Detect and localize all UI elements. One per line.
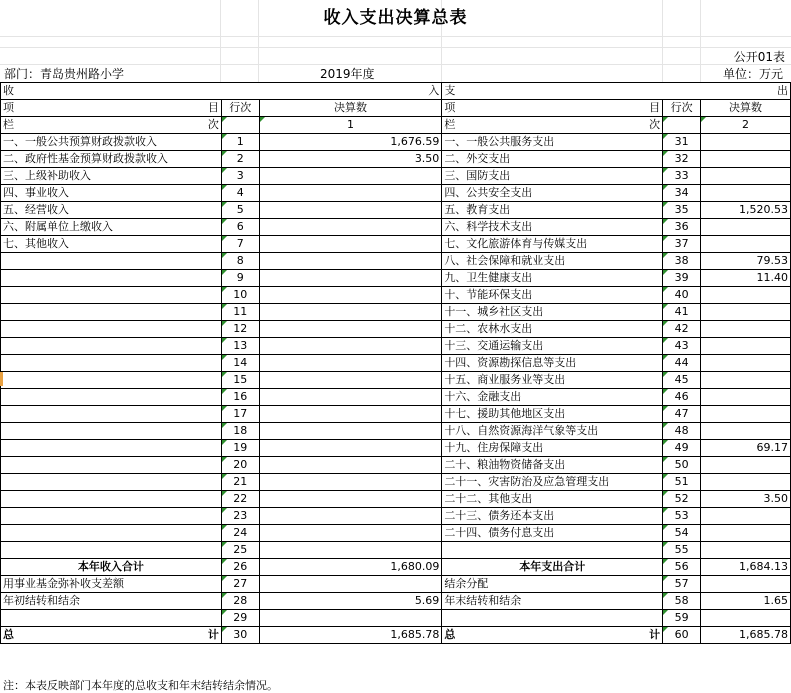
data-rows (1, 134, 791, 559)
expense-header (442, 83, 791, 100)
table-row (1, 372, 791, 389)
unit-label: 单位：万元 (722, 67, 783, 81)
table-row (1, 542, 791, 559)
row-number: 26 (221, 559, 259, 576)
expense-amount (701, 406, 791, 423)
income-item (1, 389, 222, 406)
income-item: 五、经营收入 (1, 202, 222, 219)
expense-item: 十六、金融支出 (442, 389, 663, 406)
expense-amount (701, 576, 791, 593)
table-row (1, 338, 791, 355)
row-number: 9 (221, 270, 259, 287)
expense-item: 一、一般公共服务支出 (442, 134, 663, 151)
table-row (1, 321, 791, 338)
expense-item: 四、公共安全支出 (442, 185, 663, 202)
row-number: 7 (221, 236, 259, 253)
row-number: 34 (663, 185, 701, 202)
row-number: 32 (663, 151, 701, 168)
expense-amount: 1,520.53 (701, 202, 791, 219)
row-number: 49 (663, 440, 701, 457)
income-item (1, 338, 222, 355)
total-row (1, 559, 791, 576)
income-amount (259, 338, 442, 355)
table-row (1, 389, 791, 406)
expense-item: 五、教育支出 (442, 202, 663, 219)
expense-item: 二十三、债务还本支出 (442, 508, 663, 525)
header-row-column (1, 117, 791, 134)
row-number: 51 (663, 474, 701, 491)
income-amount (259, 287, 442, 304)
income-item (1, 253, 222, 270)
row-number: 55 (663, 542, 701, 559)
row-number: 33 (663, 168, 701, 185)
footnote: 注：本表反映部门本年度的总收支和年末结转结余情况。 (3, 679, 278, 692)
income-header-left: 收 (3, 84, 14, 97)
table-row (1, 185, 791, 202)
year-label: 2019年度 (320, 67, 375, 81)
table-row (1, 134, 791, 151)
row-number: 27 (221, 576, 259, 593)
expense-amount (701, 457, 791, 474)
income-item (1, 423, 222, 440)
income-item: 一、一般公共预算财政拨款收入 (1, 134, 222, 151)
expense-item: 六、科学技术支出 (442, 219, 663, 236)
income-item (1, 491, 222, 508)
income-amount (259, 389, 442, 406)
column-blank (663, 117, 701, 134)
item-header-right: 目 (649, 101, 661, 114)
table-row (1, 457, 791, 474)
expense-amount (701, 321, 791, 338)
income-amount (259, 491, 442, 508)
income-amount (259, 270, 442, 287)
expense-header-left: 支 (444, 84, 456, 97)
table-row (1, 440, 791, 457)
table-row (1, 576, 791, 593)
expense-amount (701, 304, 791, 321)
row-number: 37 (663, 236, 701, 253)
column-header (1, 117, 222, 134)
column-header-right: 次 (649, 118, 661, 131)
expense-item (442, 610, 663, 627)
income-amount (259, 610, 442, 627)
expense-amount (701, 355, 791, 372)
income-amount (259, 355, 442, 372)
table-row (1, 593, 791, 610)
expense-item: 结余分配 (442, 576, 663, 593)
income-grand-label (1, 627, 222, 644)
income-item (1, 321, 222, 338)
row-number: 14 (221, 355, 259, 372)
row-number: 18 (221, 423, 259, 440)
table-row (1, 219, 791, 236)
row-number: 46 (663, 389, 701, 406)
extra-rows (1, 576, 791, 627)
income-amount (259, 219, 442, 236)
income-amount (259, 542, 442, 559)
expense-amount (701, 508, 791, 525)
expense-item: 二十四、债务付息支出 (442, 525, 663, 542)
expense-item: 九、卫生健康支出 (442, 270, 663, 287)
expense-item (442, 542, 663, 559)
expense-amount (701, 236, 791, 253)
expense-amount (701, 372, 791, 389)
income-item: 三、上级补助收入 (1, 168, 222, 185)
row-number: 11 (221, 304, 259, 321)
expense-item: 十八、自然资源海洋气象等支出 (442, 423, 663, 440)
income-amount (259, 474, 442, 491)
income-header-right: 入 (428, 84, 440, 97)
expense-amount (701, 287, 791, 304)
row-number: 48 (663, 423, 701, 440)
row-number: 58 (663, 593, 701, 610)
income-item: 六、附属单位上缴收入 (1, 219, 222, 236)
row-number: 6 (221, 219, 259, 236)
item-header-left: 项 (3, 101, 14, 114)
budget-table (0, 82, 791, 644)
header-row-item (1, 100, 791, 117)
income-grand-amount: 1,685.78 (259, 627, 442, 644)
row-number: 50 (663, 457, 701, 474)
expense-item: 十五、商业服务业等支出 (442, 372, 663, 389)
row-number: 47 (663, 406, 701, 423)
income-item (1, 610, 222, 627)
income-item: 用事业基金弥补收支差额 (1, 576, 222, 593)
row-number: 22 (221, 491, 259, 508)
income-total-label: 本年收入合计 (1, 559, 222, 576)
row-number: 13 (221, 338, 259, 355)
row-number: 16 (221, 389, 259, 406)
income-amount (259, 576, 442, 593)
expense-amount (701, 423, 791, 440)
row-number: 44 (663, 355, 701, 372)
row-number: 12 (221, 321, 259, 338)
income-amount (259, 304, 442, 321)
expense-amount (701, 151, 791, 168)
table-row (1, 525, 791, 542)
column-header (442, 117, 663, 134)
row-number: 19 (221, 440, 259, 457)
income-item: 七、其他收入 (1, 236, 222, 253)
income-amount: 1,676.59 (259, 134, 442, 151)
income-item (1, 508, 222, 525)
expense-amount: 1.65 (701, 593, 791, 610)
table-row (1, 355, 791, 372)
form-number: 公开01表 (733, 50, 785, 64)
income-amount: 3.50 (259, 151, 442, 168)
column-header-right: 次 (207, 118, 219, 131)
expense-amount: 3.50 (701, 491, 791, 508)
row-number: 54 (663, 525, 701, 542)
income-amount (259, 185, 442, 202)
grand-total-row (1, 627, 791, 644)
row-number: 29 (221, 610, 259, 627)
expense-total-amount: 1,684.13 (701, 559, 791, 576)
expense-item: 十二、农林水支出 (442, 321, 663, 338)
row-number: 4 (221, 185, 259, 202)
column-header-left: 栏 (444, 118, 456, 131)
expense-item: 十九、住房保障支出 (442, 440, 663, 457)
expense-item: 十七、援助其他地区支出 (442, 406, 663, 423)
column-header-left: 栏 (3, 118, 14, 131)
row-number: 1 (221, 134, 259, 151)
expense-amount (701, 219, 791, 236)
row-number: 35 (663, 202, 701, 219)
income-item (1, 304, 222, 321)
row-number: 2 (221, 151, 259, 168)
table-row (1, 151, 791, 168)
expense-total-label: 本年支出合计 (442, 559, 663, 576)
expense-item: 二十二、其他支出 (442, 491, 663, 508)
row-number: 45 (663, 372, 701, 389)
income-item (1, 440, 222, 457)
expense-amount (701, 185, 791, 202)
table-row (1, 253, 791, 270)
row-number: 41 (663, 304, 701, 321)
income-amount (259, 525, 442, 542)
expense-amount (701, 610, 791, 627)
table-row (1, 508, 791, 525)
income-item: 四、事业收入 (1, 185, 222, 202)
expense-amount: 69.17 (701, 440, 791, 457)
grand-label-left: 总 (444, 628, 456, 641)
row-no-header: 行次 (663, 100, 701, 117)
row-number: 53 (663, 508, 701, 525)
income-item (1, 542, 222, 559)
income-item: 年初结转和结余 (1, 593, 222, 610)
grand-label-right: 计 (649, 628, 661, 641)
row-number: 17 (221, 406, 259, 423)
income-item (1, 270, 222, 287)
expense-amount (701, 134, 791, 151)
row-number: 56 (663, 559, 701, 576)
row-number: 42 (663, 321, 701, 338)
income-item (1, 474, 222, 491)
column-blank (221, 117, 259, 134)
amount-header: 决算数 (701, 100, 791, 117)
table-row (1, 202, 791, 219)
table-row (1, 304, 791, 321)
row-number: 40 (663, 287, 701, 304)
item-header-right: 目 (207, 101, 219, 114)
header-row-income-expense (1, 83, 791, 100)
expense-grand-label (442, 627, 663, 644)
expense-item: 年末结转和结余 (442, 593, 663, 610)
expense-grand-amount: 1,685.78 (701, 627, 791, 644)
row-number: 43 (663, 338, 701, 355)
expense-amount (701, 389, 791, 406)
table-row (1, 406, 791, 423)
expense-item: 三、国防支出 (442, 168, 663, 185)
expense-item: 二十一、灾害防治及应急管理支出 (442, 474, 663, 491)
income-amount (259, 321, 442, 338)
income-amount (259, 440, 442, 457)
income-item (1, 457, 222, 474)
table-row (1, 610, 791, 627)
row-number: 60 (663, 627, 701, 644)
row-number: 31 (663, 134, 701, 151)
row-number: 8 (221, 253, 259, 270)
row-number: 38 (663, 253, 701, 270)
row-number: 52 (663, 491, 701, 508)
income-amount (259, 372, 442, 389)
gridline (0, 47, 791, 48)
expense-item: 七、文化旅游体育与传媒支出 (442, 236, 663, 253)
expense-item: 二十、粮油物资储备支出 (442, 457, 663, 474)
row-number: 30 (221, 627, 259, 644)
expense-item: 十三、交通运输支出 (442, 338, 663, 355)
income-amount (259, 508, 442, 525)
row-number: 36 (663, 219, 701, 236)
page-title: 收入支出决算总表 (323, 8, 468, 28)
table-row (1, 287, 791, 304)
column-number-2: 2 (701, 117, 791, 134)
column-number-1: 1 (259, 117, 442, 134)
income-item (1, 287, 222, 304)
table-row (1, 474, 791, 491)
expense-amount (701, 474, 791, 491)
expense-item: 十、节能环保支出 (442, 287, 663, 304)
row-marker (0, 372, 3, 386)
grand-label-left: 总 (3, 628, 14, 641)
row-number: 10 (221, 287, 259, 304)
income-amount (259, 202, 442, 219)
income-item (1, 525, 222, 542)
table-row (1, 270, 791, 287)
row-number: 20 (221, 457, 259, 474)
table-row (1, 168, 791, 185)
income-total-amount: 1,680.09 (259, 559, 442, 576)
row-number: 21 (221, 474, 259, 491)
income-amount (259, 423, 442, 440)
expense-amount: 79.53 (701, 253, 791, 270)
income-amount (259, 253, 442, 270)
row-number: 39 (663, 270, 701, 287)
income-amount (259, 406, 442, 423)
item-header-left: 项 (444, 101, 456, 114)
department-label: 部门：青岛贵州路小学 (4, 67, 125, 81)
income-item (1, 372, 222, 389)
table-row (1, 423, 791, 440)
income-item (1, 406, 222, 423)
income-amount (259, 457, 442, 474)
income-item: 二、政府性基金预算财政拨款收入 (1, 151, 222, 168)
table-row (1, 236, 791, 253)
row-number: 28 (221, 593, 259, 610)
row-number: 15 (221, 372, 259, 389)
row-number: 23 (221, 508, 259, 525)
table-row (1, 491, 791, 508)
amount-header: 决算数 (259, 100, 442, 117)
expense-amount (701, 338, 791, 355)
item-header (442, 100, 663, 117)
item-header (1, 100, 222, 117)
row-number: 24 (221, 525, 259, 542)
income-header (1, 83, 442, 100)
income-amount: 5.69 (259, 593, 442, 610)
gridline (0, 36, 791, 37)
expense-header-right: 出 (777, 84, 788, 97)
row-number: 59 (663, 610, 701, 627)
row-number: 57 (663, 576, 701, 593)
expense-item: 二、外交支出 (442, 151, 663, 168)
expense-amount (701, 525, 791, 542)
income-amount (259, 168, 442, 185)
income-amount (259, 236, 442, 253)
row-number: 25 (221, 542, 259, 559)
expense-item: 十一、城乡社区支出 (442, 304, 663, 321)
income-item (1, 355, 222, 372)
row-no-header: 行次 (221, 100, 259, 117)
row-number: 5 (221, 202, 259, 219)
grand-label-right: 计 (207, 628, 219, 641)
expense-amount: 11.40 (701, 270, 791, 287)
row-number: 3 (221, 168, 259, 185)
expense-amount (701, 542, 791, 559)
expense-item: 十四、资源勘探信息等支出 (442, 355, 663, 372)
expense-amount (701, 168, 791, 185)
expense-item: 八、社会保障和就业支出 (442, 253, 663, 270)
